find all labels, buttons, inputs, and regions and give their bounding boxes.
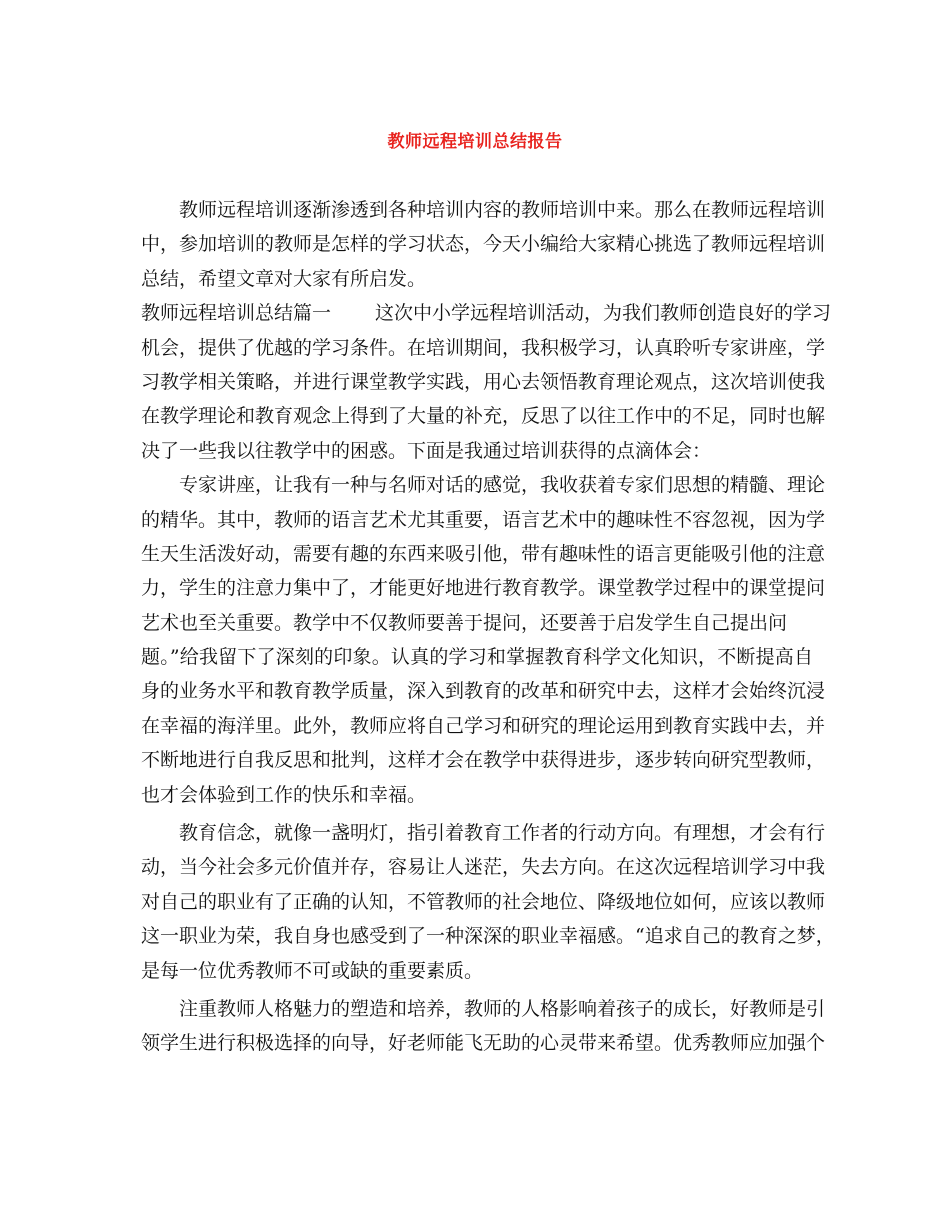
para3-line: 教育信念，就像一盏明灯，指引着教育工作者的行动方向。有理想，才会有行 xyxy=(179,822,826,845)
document-title: 教师远程培训总结报告 xyxy=(387,132,563,152)
section-label: 教师远程培训总结篇一 xyxy=(141,302,332,325)
para2-line: 艺术也至关重要。教学中不仅教师要善于提问，还要善于启发学生自己提出问 xyxy=(141,611,788,634)
para2-line: 不断地进行自我反思和批判，这样才会在教学中获得进步，逐步转向研究型教师， xyxy=(141,749,826,772)
para2-line: 专家讲座，让我有一种与名师对话的感觉，我收获着专家们思想的精髓、理论 xyxy=(179,474,826,497)
section-line: 决了一些我以往教学中的困惑。下面是我通过培训获得的点滴体会： xyxy=(141,439,712,462)
document-body xyxy=(141,193,835,1061)
section-heading-line xyxy=(141,296,832,330)
para3-line: 是每一位优秀教师不可或缺的重要素质。 xyxy=(141,959,484,982)
para3-line: 对自己的职业有了正确的认知，不管教师的社会地位、降级地位如何，应该以教师 xyxy=(141,890,826,913)
para2-line: 的精华。其中，教师的语言艺术尤其重要，语言艺术中的趣味性不容忽视，因为学 xyxy=(141,508,826,531)
intro-line: 教师远程培训逐渐渗透到各种培训内容的教师培训中来。那么在教师远程培训 xyxy=(179,199,826,221)
para2-line: 在幸福的海洋里。此外，教师应将自己学习和研究的理论运用到教育实践中去，并 xyxy=(141,714,826,737)
para3-line: 这一职业为荣，我自身也感受到了一种深深的职业幸福感。“追求自己的教育之梦， xyxy=(141,925,835,948)
para4-line: 领学生进行积极选择的向导，好老师能飞无助的心灵带来希望。优秀教师应加强个 xyxy=(141,1032,826,1055)
section-first-line: 这次中小学远程培训活动，为我们教师创造良好的学习 xyxy=(375,302,832,325)
intro-line: 中，参加培训的教师是怎样的学习状态，今天小编给大家精心挑选了教师远程培训 xyxy=(141,233,826,256)
intro-line: 总结，希望文章对大家有所启发。 xyxy=(141,267,427,290)
section-line: 机会，提供了优越的学习条件。在培训期间，我积极学习，认真聆听专家讲座，学 xyxy=(141,336,826,359)
para3-line: 动，当今社会多元价值并存，容易让人迷茫，失去方向。在这次远程培训学习中我 xyxy=(141,856,826,879)
para2-line: 力，学生的注意力集中了，才能更好地进行教育教学。课堂教学过程中的课堂提问 xyxy=(141,577,826,600)
section-line: 习教学相关策略，并进行课堂教学实践，用心去领悟教育理论观点，这次培训使我 xyxy=(141,370,826,393)
para2-line: 身的业务水平和教育教学质量，深入到教育的改革和研究中去，这样才会始终沉浸 xyxy=(141,680,826,703)
para2-line: 也才会体验到工作的快乐和幸福。 xyxy=(141,783,427,806)
para4-line: 注重教师人格魅力的塑造和培养，教师的人格影响着孩子的成长，好教师是引 xyxy=(179,997,826,1020)
para2-line: 题。”给我留下了深刻的印象。认真的学习和掌握教育科学文化知识，不断提高自 xyxy=(141,646,813,669)
section-line: 在教学理论和教育观念上得到了大量的补充，反思了以往工作中的不足，同时也解 xyxy=(141,405,826,428)
para2-line: 生天生活泼好动，需要有趣的东西来吸引他，带有趣味性的语言更能吸引他的注意 xyxy=(141,542,826,565)
